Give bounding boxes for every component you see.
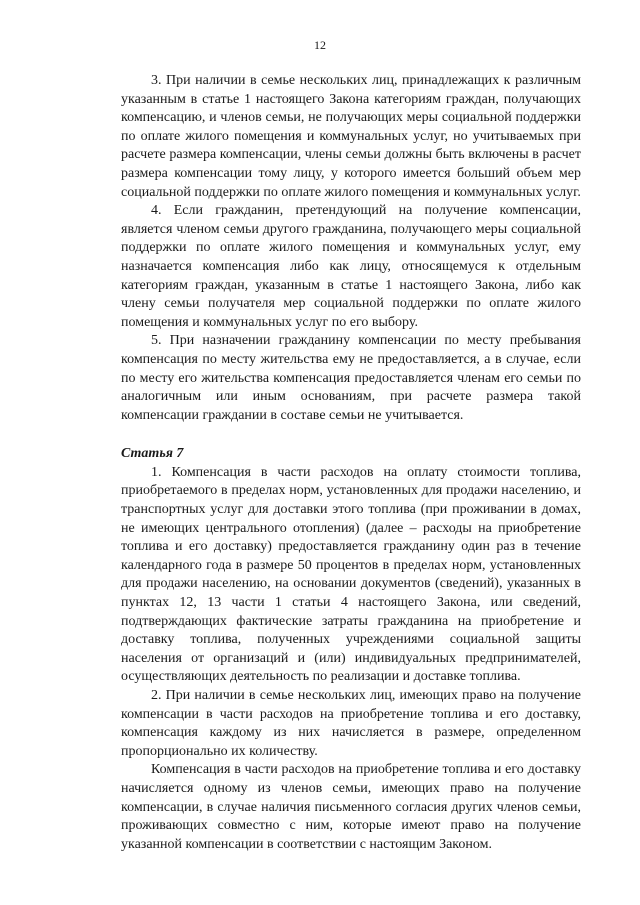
- article7-paragraph-2: 2. При наличии в семье нескольких лиц, имеющих право на получение компенсации в части расходов на приобретение топлива и его доставку, компенсация каждому из них начисляется в размере, определенном пропорционально их количеству.: [121, 688, 581, 759]
- article-heading: Статья 7: [121, 446, 184, 462]
- document-body: [121, 72, 581, 854]
- paragraph-3: 3. При наличии в семье нескольких лиц, принадлежащих к различным указанным в статье 1 настоящего Закона категориям граждан, получающих компенсацию, и членов семьи, не получающих меры социальной поддержки по оплате жилого помещения и коммунальных услуг, но учитываемых при расчете размера компенсации, члены семьи должны быть включены в расчет размера компенсации тому лицу, у которого имеется больший объем мер социальной поддержки по оплате жилого помещения и коммунальных услуг.: [121, 73, 581, 200]
- page-number: 12: [314, 38, 326, 52]
- paragraph-5: 5. При назначении гражданину компенсации по месту пребывания компенсация по месту жительства ему не предоставляется, а в случае, если по месту его жительства компенсация предоставляется членам его семьи по аналогичным или иным основаниям, при расчете размера такой компенсации граждании в составе семьи не учитывается.: [121, 333, 581, 423]
- article7-paragraph-1: 1. Компенсация в части расходов на оплату стоимости топлива, приобретаемого в пределах норм, установленных для продажи населению, и транспортных услуг для доставки этого топлива (при проживании в домах, не имеющих центрального отопления) (далее – расходы на приобретение топлива и его доставку) предоставляется гражданину один раз в течение календарного года в размере 50 процентов в пределах норм, установленных для продажи населению, на основании документов (сведений), указанных в пунктах 12, 13 части 1 статьи 4 настоящего Закона, или сведений, подтверждающих фактические затраты гражданина на приобретение и доставку топлива, полученных учреждениями социальной защиты населения от организаций и (или) индивидуальных предпринимателей, осуществляющих деятельность по реализации и доставке топлива.: [121, 464, 581, 685]
- paragraph-4: 4. Если гражданин, претендующий на получение компенсации, является членом семьи другого гражданина, получающего меры социальной поддержки по оплате жилого помещения и коммунальных услуг, ему назначается компенсация либо как лицу, относящемуся к отдельным категориям граждан, указанным в статье 1 настоящего Закона, либо как члену семьи получателя мер социальной поддержки по оплате жилого помещения и коммунальных услуг по его выбору.: [121, 203, 581, 330]
- article7-paragraph-3: Компенсация в части расходов на приобретение топлива и его доставку начисляется одному из членов семьи, имеющих право на получение компенсации, в случае наличия письменного согласия других членов семьи, проживающих совместно с ним, которые имеют право на получение указанной компенсации в соответствии с настоящим Законом.: [121, 762, 581, 852]
